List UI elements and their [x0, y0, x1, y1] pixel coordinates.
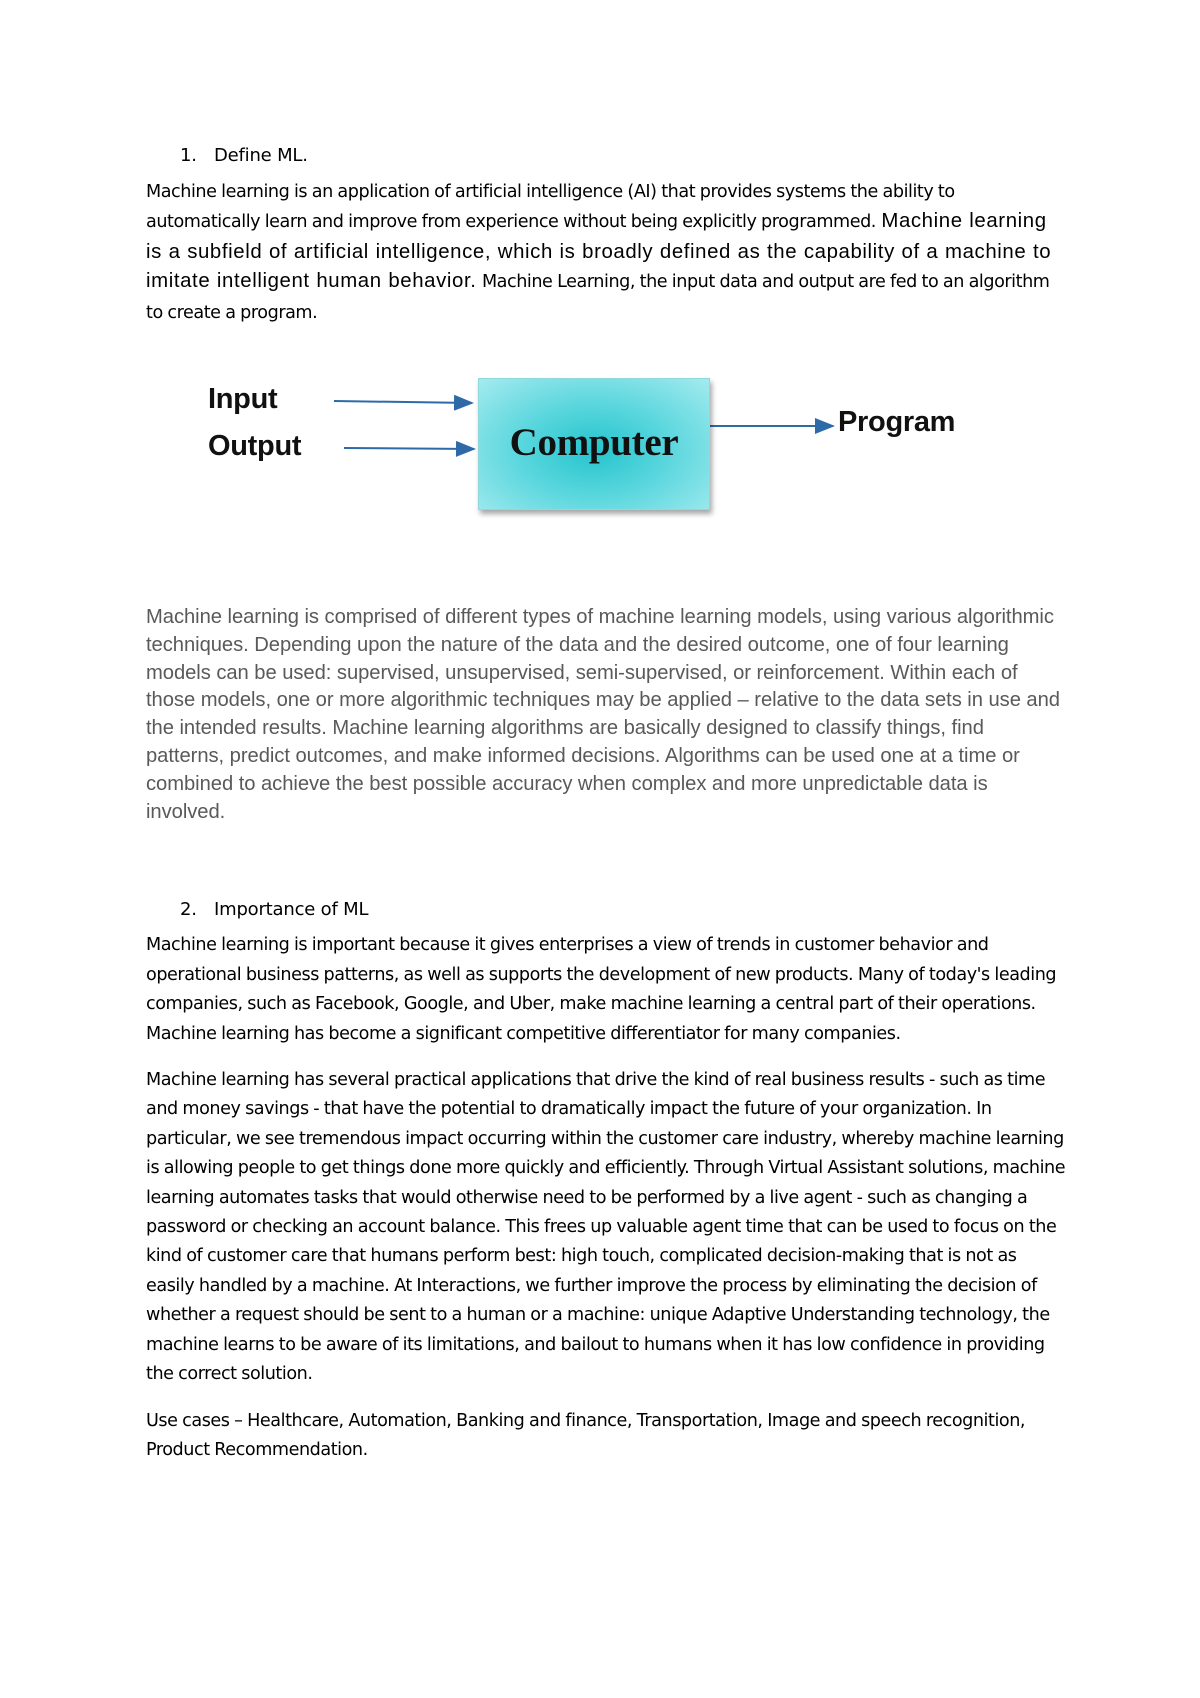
models-paragraph: Machine learning is comprised of different types of machine learning models, using various algorithmic techniques. Depending upon the nature of the data and the desired outcome, one of four learning models can be used: supervised, unsupervised, semi-supervised, or reinforcement. Within each of those models, one or more algorithmic techniques may be applied – relative to the data sets in use and the intended results. Machine learning algorithms are basically designed to classify things, find patterns, predict outcomes, and make informed decisions. Algorithms can be used one at a time or combined to achieve the best possible accuracy when complex and more unpredictable data is involved. [146, 606, 1060, 823]
section-2-heading [180, 895, 1066, 924]
section-1-heading [180, 141, 1066, 170]
program-label: Program [838, 406, 956, 439]
ml-flow-diagram [146, 348, 1066, 566]
computer-label: Computer [509, 421, 679, 465]
output-arrow [344, 448, 474, 449]
use-cases-paragraph: Use cases – Healthcare, Automation, Banking and finance, Transportation, Image and speech recognition, Product Recommendation. [146, 1410, 1026, 1460]
section-1-number: 1. [180, 145, 197, 166]
definition-paragraph [146, 177, 1066, 328]
section-1-title: Define ML. [214, 145, 308, 166]
section-2-number: 2. [180, 899, 197, 921]
definition-text-part-1: Machine learning is an application of artificial intelligence (AI) that provides systems the ability to automatically learn and improve from experience without being explicitly programmed. [146, 182, 955, 233]
output-label: Output [208, 430, 302, 463]
section-2-title: Importance of ML [214, 899, 369, 921]
computer-box [478, 378, 710, 510]
definition-text-part-2: Machine learning is a subfield of artificial intelligence, which is broadly defined as the capability of a machine to imitate intelligent human behavior. [146, 210, 1052, 293]
importance-paragraph-1: Machine learning is important because it gives enterprises a view of trends in customer behavior and operational business patterns, as well as supports the development of new products. Many of today's leading companies, such as Facebook, Google, and Uber, make machine learning a central part of their operations. Machine learning has become a significant competitive differentiator for many companies. [146, 935, 1057, 1044]
input-arrow [334, 401, 472, 403]
definition-text-part-3: Machine Learning, the input data and output are fed to an algorithm to create a program. [146, 272, 1050, 323]
importance-paragraph-2: Machine learning has several practical applications that drive the kind of real business results - such as time and money savings - that have the potential to dramatically impact the future of your organization. In particular, we see tremendous impact occurring within the customer care industry, whereby machine learning is allowing people to get things done more quickly and efficiently. Through Virtual Assistant solutions, machine learning automates tasks that would otherwise need to be performed by a live agent - such as changing a password or checking an account balance. This frees up valuable agent time that can be used to focus on the kind of customer care that humans perform best: high touch, complicated decision-making that is not as easily handled by a machine. At Interactions, we further improve the process by eliminating the decision of whether a request should be sent to a human or a machine: unique Adaptive Understanding technology, the machine learns to be aware of its limitations, and bailout to humans when it has low confidence in providing the correct solution. [146, 1070, 1066, 1385]
document-content [146, 141, 1066, 1465]
input-label: Input [208, 383, 278, 416]
